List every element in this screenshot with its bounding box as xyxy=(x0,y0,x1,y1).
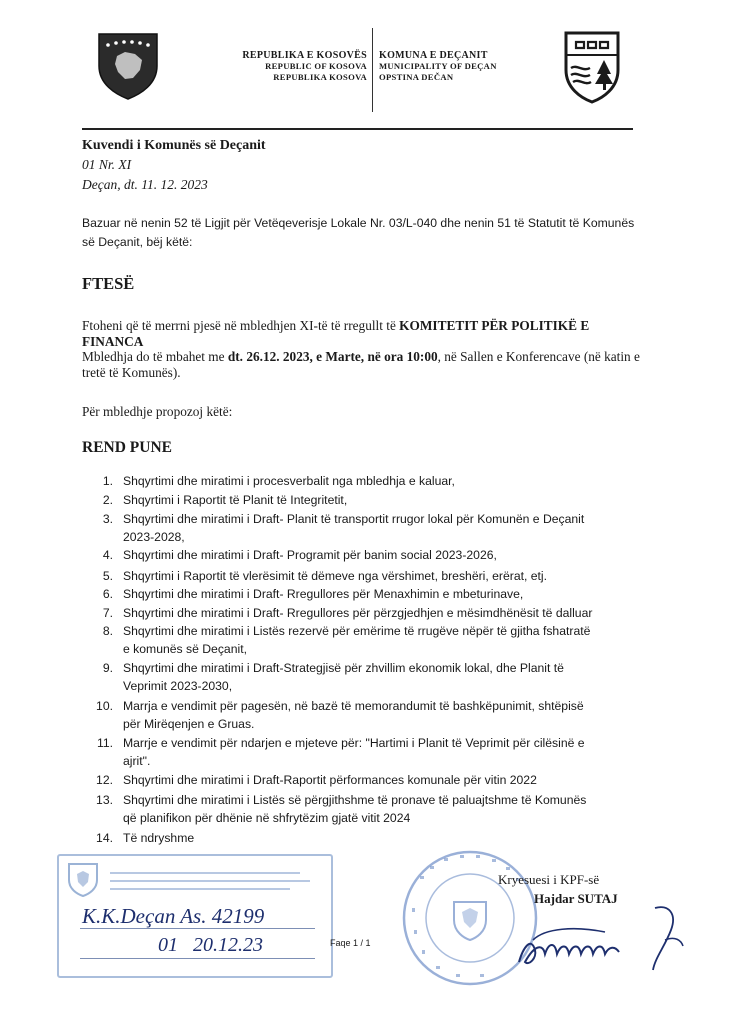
agenda-item-text xyxy=(123,829,633,847)
agenda-item-text xyxy=(123,622,633,658)
agenda-title: REND PUNE xyxy=(82,439,172,456)
meeting-datetime: dt. 26.12. 2023, e Marte, në ora 10:00 xyxy=(227,349,438,364)
stamp-rule xyxy=(80,958,315,959)
agenda-item-line: Marrje e vendimit për ndarjen e mjeteve për: "Hartimi i Planit të Veprimit për cilësinë e xyxy=(123,736,585,750)
decan-municipality-emblem-icon xyxy=(563,30,621,104)
stamp-handwriting-date: 01 20.12.23 xyxy=(158,934,263,956)
header-left-line-2: REPUBLIC OF KOSOVA xyxy=(265,61,367,71)
agenda-item xyxy=(89,771,649,789)
agenda-item-line: e komunës së Deçanit, xyxy=(123,642,247,656)
agenda-item xyxy=(89,791,649,827)
agenda-item-text xyxy=(123,585,633,603)
page-number: Faqe 1 / 1 xyxy=(330,938,371,948)
document-title: FTESË xyxy=(82,274,135,293)
reference-date: Deçan, dt. 11. 12. 2023 xyxy=(82,177,208,192)
agenda-item-line: Shqyrtimi dhe miratimi i Draft-Raportit përformances komunale për vitin 2022 xyxy=(123,773,537,787)
agenda-item-number: 10. xyxy=(96,699,113,713)
agenda-item-line: për Mirëqenjen e Gruas. xyxy=(123,717,255,731)
header-left-text xyxy=(175,50,367,83)
agenda-item-number: 8. xyxy=(102,624,113,638)
header-right-line-3: OPSTINA DEČAN xyxy=(379,72,454,82)
agenda-item-number: 4. xyxy=(102,548,113,562)
president-signature xyxy=(505,900,705,980)
propose-text: Për mbledhje propozoj këtë: xyxy=(82,404,233,419)
agenda-item xyxy=(89,622,649,658)
agenda-item-line: Shqyrtimi dhe miratimi i Listës së përgjithshme të pronave të paluajtshme të Komunës xyxy=(123,793,587,807)
stamp-handwriting-registry: K.K.Deçan As. 42199 xyxy=(82,904,265,928)
president-title: Kryesuesi i KPF-së xyxy=(498,872,600,887)
invite-text-1: Ftoheni që të merrni pjesë në mbledhjen XI-të të rregullt të xyxy=(82,318,400,333)
agenda-item-number: 1. xyxy=(102,474,113,488)
agenda-item-line: ajrit". xyxy=(123,754,151,768)
header-right-line-1: KOMUNA E DEÇANIT xyxy=(379,50,488,61)
stamp-text-line xyxy=(110,880,310,882)
agenda-item xyxy=(89,829,649,847)
agenda-item xyxy=(89,659,649,695)
agenda-item-line: Të ndryshme xyxy=(123,831,195,845)
agenda-item-line: që planifikon për dhënie në shfrytëzim gjatë vitit 2024 xyxy=(123,811,411,825)
agenda-item-line: Veprimit 2023-2030, xyxy=(123,679,233,693)
agenda-item xyxy=(89,585,649,603)
stamp-rule xyxy=(80,928,315,929)
assembly-name: Kuvendi i Komunës së Deçanit xyxy=(82,138,266,153)
agenda-item-line: Shqyrtimi dhe miratimi i Listës rezervë për emërime të rrugëve nëpër të gjitha fshatratë xyxy=(123,624,591,638)
agenda-item xyxy=(89,510,649,546)
agenda-item-text xyxy=(123,546,633,564)
stamp-text-line xyxy=(110,888,290,890)
agenda-item-number: 6. xyxy=(102,587,113,601)
president-name: Hajdar SUTAJ xyxy=(534,891,618,906)
agenda-item-line: Shqyrtimi dhe miratimi i procesverbalit nga mbledhja e kaluar, xyxy=(123,474,455,488)
agenda-item-line: Shqyrtimi i Raportit të Planit të Integritetit, xyxy=(123,493,348,507)
agenda-item xyxy=(89,546,649,564)
agenda-item-line: Shqyrtimi dhe miratimi i Draft- Rregullores për Menaxhimin e mbeturinave, xyxy=(123,587,524,601)
header-divider xyxy=(372,28,373,112)
agenda-item-text xyxy=(123,734,633,770)
agenda-item-line: Shqyrtimi dhe miratimi i Draft- Planit të transportit rrugor lokal për Komunën e Deçanit xyxy=(123,512,585,526)
agenda-item-line: Shqyrtimi dhe miratimi i Draft- Rregullores për përzgjedhjen e mësimdhënësit të dalluar xyxy=(123,606,593,620)
agenda-item xyxy=(89,604,649,622)
agenda-item-text xyxy=(123,697,633,733)
agenda-item-line: Shqyrtimi i Raportit të vlerësimit të dëmeve nga vërshimet, breshëri, erërat, etj. xyxy=(123,569,548,583)
agenda-item-number: 7. xyxy=(102,606,113,620)
agenda-item xyxy=(89,491,649,509)
agenda-item-number: 2. xyxy=(102,493,113,507)
agenda-item-text xyxy=(123,604,633,622)
agenda-item xyxy=(89,697,649,733)
agenda-item-line: Shqyrtimi dhe miratimi i Draft-Strategjisë për zhvillim ekonomik lokal, dhe Planit të xyxy=(123,661,564,675)
header-right-text xyxy=(379,50,559,83)
reference-number: 01 Nr. XI xyxy=(82,157,132,172)
agenda-item-text xyxy=(123,659,633,695)
agenda-item-text xyxy=(123,510,633,546)
committee-name: KOMITETIT PËR POLITIKË E FINANCA xyxy=(82,318,590,349)
agenda-item-number: 13. xyxy=(96,793,113,807)
agenda-item-line: 2023-2028, xyxy=(123,530,185,544)
agenda-item-number: 5. xyxy=(102,569,113,583)
header-left-line-3: REPUBLIKA KOSOVA xyxy=(273,72,367,82)
agenda-item-line: Marrja e vendimit për pagesën, në bazë të memorandumit të bashkëpunimit, shtëpisë xyxy=(123,699,584,713)
agenda-item-text xyxy=(123,491,633,509)
agenda-item xyxy=(89,734,649,770)
stamp-text-line xyxy=(110,872,300,874)
agenda-item-number: 3. xyxy=(102,512,113,526)
agenda-item-number: 11. xyxy=(96,736,113,750)
agenda-item-text xyxy=(123,771,633,789)
meeting-text-1: Mbledhja do të mbahet me xyxy=(82,349,228,364)
stamp-emblem-icon xyxy=(67,862,99,898)
agenda-item-text xyxy=(123,791,633,827)
agenda-item-number: 14. xyxy=(96,831,113,845)
agenda-item-text xyxy=(123,472,633,490)
header-rule xyxy=(82,128,633,130)
meeting-text-2: , në Sallen e Konferencave (në katin e tretë të Komunës). xyxy=(82,349,640,380)
agenda-item-number: 12. xyxy=(96,773,113,787)
agenda-item-line: Shqyrtimi dhe miratimi i Draft- Programit për banim social 2023-2026, xyxy=(123,548,497,562)
header-left-line-1: REPUBLIKA E KOSOVËS xyxy=(242,50,367,61)
agenda-item xyxy=(89,472,649,490)
invitation-text xyxy=(82,318,642,380)
agenda-item-number: 9. xyxy=(102,661,113,675)
legal-basis: Bazuar në nenin 52 të Ligjit për Vetëqeverisje Lokale Nr. 03/L-040 dhe nenin 51 të Statutit të Komunës së Deçanit, bëj këtë: xyxy=(82,216,635,249)
kosovo-coat-of-arms-icon xyxy=(97,32,159,100)
agenda-item xyxy=(89,567,649,585)
header-right-line-2: MUNICIPALITY OF DEÇAN xyxy=(379,61,497,71)
agenda-item-text xyxy=(123,567,633,585)
